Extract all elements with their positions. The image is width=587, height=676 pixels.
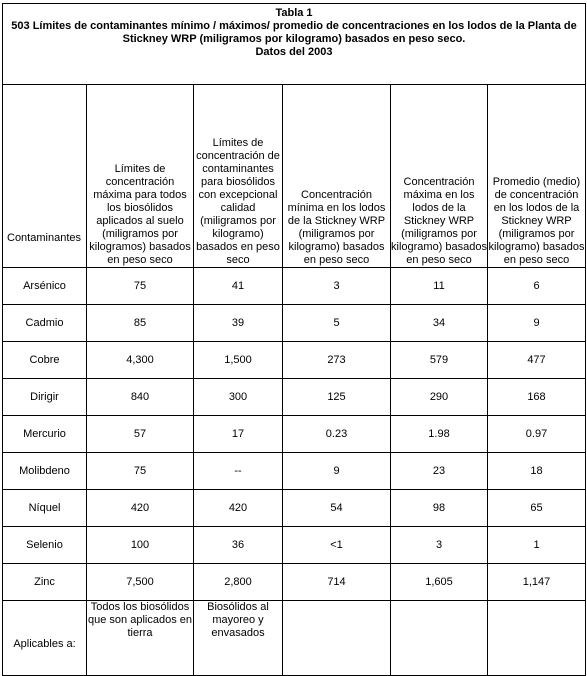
table-row	[3, 379, 586, 416]
table-cell: 39	[194, 305, 283, 342]
table-cell: 125	[283, 379, 391, 416]
contaminant-name-cell: Mercurio	[3, 416, 87, 453]
table-cell: 36	[194, 527, 283, 564]
contaminant-name-cell: Arsénico	[3, 268, 87, 305]
table-cell: <1	[283, 527, 391, 564]
contaminant-name-cell: Cadmio	[3, 305, 87, 342]
table-row	[3, 490, 586, 527]
table-caption-line-1: 503 Límites de contaminantes mínimo / máximos/ promedio de concentraciones en los lodos de la Planta de	[11, 20, 577, 32]
table-cell: 100	[87, 527, 194, 564]
contaminant-name-cell: Dirigir	[3, 379, 87, 416]
table-cell: 0.97	[488, 416, 586, 453]
table-cell: 3	[283, 268, 391, 305]
contaminant-limits-table	[2, 3, 586, 676]
table-cell: 1,500	[194, 342, 283, 379]
table-row	[3, 342, 586, 379]
table-cell: 9	[488, 305, 586, 342]
contaminant-name-cell: Níquel	[3, 490, 87, 527]
table-row	[3, 268, 586, 305]
table-cell: 9	[283, 453, 391, 490]
table-cell: 7,500	[87, 564, 194, 601]
table-cell: 290	[391, 379, 488, 416]
table-cell: 2,800	[194, 564, 283, 601]
applicable-col-2: Biosólidos al mayoreo y envasados	[194, 601, 283, 676]
table-caption-line-2: Stickney WRP (miligramos por kilogramo) basados en peso seco.	[122, 33, 466, 45]
table-cell: 477	[488, 342, 586, 379]
header-row	[3, 85, 586, 268]
header-max-land-applied: Límites de concentración máxima para todos los biosólidos aplicados al suelo (miligramos por kilogramos) basados en peso seco	[87, 85, 194, 268]
table-cell: 5	[283, 305, 391, 342]
table-body	[3, 268, 586, 601]
table-cell: --	[194, 453, 283, 490]
applicable-col-3	[283, 601, 391, 676]
table-title: Tabla 1	[275, 7, 313, 19]
table-cell: 54	[283, 490, 391, 527]
applicable-label: Aplicables a:	[3, 601, 87, 676]
table-caption-line-3: Datos del 2003	[255, 46, 333, 58]
table-cell: 1,605	[391, 564, 488, 601]
contaminant-name-cell: Selenio	[3, 527, 87, 564]
table-cell: 420	[194, 490, 283, 527]
table-cell: 1.98	[391, 416, 488, 453]
table-row	[3, 305, 586, 342]
contaminant-name-cell: Molibdeno	[3, 453, 87, 490]
applicable-col-5	[488, 601, 586, 676]
table-row	[3, 453, 586, 490]
table-cell: 85	[87, 305, 194, 342]
contaminant-name-cell: Zinc	[3, 564, 87, 601]
table-cell: 168	[488, 379, 586, 416]
applicable-row	[3, 601, 586, 676]
table-caption	[3, 4, 586, 85]
contaminant-name-cell: Cobre	[3, 342, 87, 379]
table-cell: 273	[283, 342, 391, 379]
table-cell: 57	[87, 416, 194, 453]
table-cell: 41	[194, 268, 283, 305]
table-cell: 65	[488, 490, 586, 527]
table-cell: 75	[87, 453, 194, 490]
caption-row	[3, 4, 586, 85]
header-min-stickney: Concentración mínima en los lodos de la Stickney WRP (miligramos por kilogramo) basados en peso seco	[283, 85, 391, 268]
table-cell: 11	[391, 268, 488, 305]
table-cell: 579	[391, 342, 488, 379]
table-cell: 34	[391, 305, 488, 342]
table-cell: 98	[391, 490, 488, 527]
table-cell: 0.23	[283, 416, 391, 453]
table-cell: 75	[87, 268, 194, 305]
table-row	[3, 527, 586, 564]
table-cell: 1,147	[488, 564, 586, 601]
table-cell: 17	[194, 416, 283, 453]
table-cell: 6	[488, 268, 586, 305]
applicable-col-4	[391, 601, 488, 676]
table-cell: 420	[87, 490, 194, 527]
table-cell: 840	[87, 379, 194, 416]
table-cell: 3	[391, 527, 488, 564]
table-row	[3, 564, 586, 601]
table-cell: 300	[194, 379, 283, 416]
header-exceptional-quality: Límites de concentración de contaminantes para biosólidos con excepcional calidad (miligramos por kilogramo) basados en peso seco	[194, 85, 283, 268]
applicable-col-1: Todos los biosólidos que son aplicados en tierra	[87, 601, 194, 676]
header-mean-stickney: Promedio (medio) de concentración en los lodos de la Stickney WRP (miligramos por kilogramo) basados en peso seco	[488, 85, 586, 268]
table-cell: 23	[391, 453, 488, 490]
table-cell: 1	[488, 527, 586, 564]
table-cell: 714	[283, 564, 391, 601]
table-cell: 18	[488, 453, 586, 490]
header-contaminantes: Contaminantes	[3, 85, 87, 268]
header-max-stickney: Concentración máxima en los lodos de la Stickney WRP (miligramos por kilogramo) basados en peso seco	[391, 85, 488, 268]
table-row	[3, 416, 586, 453]
table-cell: 4,300	[87, 342, 194, 379]
